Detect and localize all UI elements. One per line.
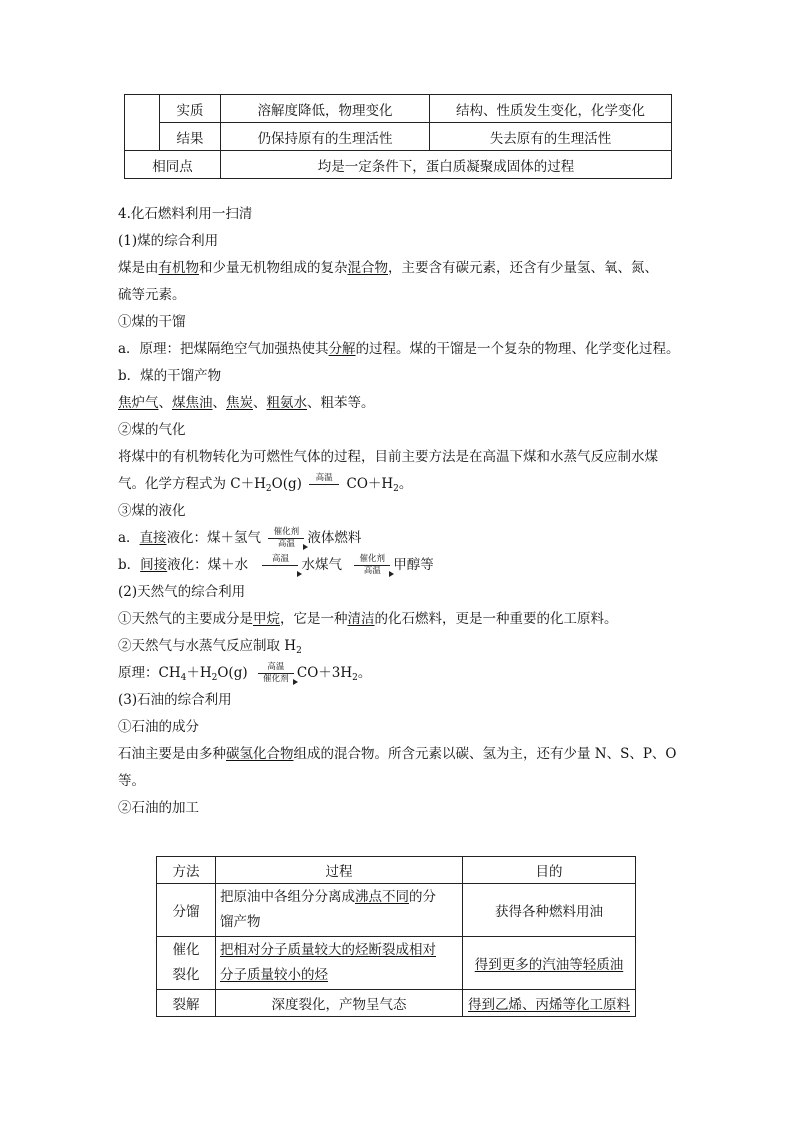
reaction-arrow: 催化剂 高温 xyxy=(354,555,390,576)
comparison-table xyxy=(124,94,672,179)
subheading: ①煤的干馏 xyxy=(118,314,186,330)
subheading: ①石油的成分 xyxy=(118,719,199,735)
table-header-row xyxy=(157,857,636,884)
table-header: 方法 xyxy=(157,857,216,884)
table-cell: 仍保持原有的生理活性 xyxy=(221,123,430,151)
subheading-petroleum: (3)石油的综合利用 xyxy=(118,692,232,708)
table-cell: 均是一定条件下，蛋白质凝聚成固体的过程 xyxy=(221,151,672,179)
section-fossil-fuels xyxy=(118,201,683,822)
paragraph: 石油主要是由多种碳氢化合物组成的混合物。所含元素以碳、氢为主，还有少量 N、S、P、O xyxy=(118,746,677,762)
table-cell: 相同点 xyxy=(125,151,221,179)
subheading: ③煤的液化 xyxy=(118,503,186,519)
table-cell: 分馏 xyxy=(157,884,216,937)
reaction-arrow: 高温 xyxy=(262,555,298,576)
table-cell: 裂解 xyxy=(157,990,216,1017)
paragraph: b．煤的干馏产物 xyxy=(118,368,222,384)
table-cell: 结构、性质发生变化，化学变化 xyxy=(430,95,672,123)
reaction-arrow: 催化剂 高温 xyxy=(268,528,304,549)
table-cell: 得到乙烯、丙烯等化工原料 xyxy=(463,990,636,1017)
table-row xyxy=(125,151,672,179)
subheading: ②煤的气化 xyxy=(118,422,186,438)
paragraph-cont: 硫等元素。 xyxy=(118,287,186,303)
equation-direct-liquefaction: a．直接液化：煤＋氢气 催化剂 高温 液体燃料 xyxy=(118,527,362,549)
products-list: 焦炉气、煤焦油、焦炭、粗氨水、粗苯等。 xyxy=(118,395,375,411)
subheading-natural-gas: (2)天然气的综合利用 xyxy=(118,584,246,600)
table-cell-blank xyxy=(125,95,160,151)
paragraph: a．原理：把煤隔绝空气加强热使其分解的过程。煤的干馏是一个复杂的物理、化学变化过程。 xyxy=(118,341,680,357)
table-row xyxy=(125,95,672,123)
table-cell: 深度裂化，产物呈气态 xyxy=(216,990,463,1017)
reaction-condition: 高温 xyxy=(309,474,339,495)
section-title: 4.化石燃料利用一扫清 xyxy=(118,206,253,222)
table-cell: 得到更多的汽油等轻质油 xyxy=(463,937,636,990)
paragraph: 煤是由有机物和少量无机物组成的复杂混合物，主要含有碳元素，还含有少量氢、氧、氮、 xyxy=(118,260,658,276)
table-row xyxy=(157,884,636,937)
subheading: ②石油的加工 xyxy=(118,800,199,816)
equation-indirect-liquefaction: b．间接液化：煤＋水 高温 水煤气 催化剂 高温 甲醇等 xyxy=(118,554,434,576)
paragraph-cont: 等。 xyxy=(118,773,145,789)
table-cell: 失去原有的生理活性 xyxy=(430,123,672,151)
table-header: 过程 xyxy=(216,857,463,884)
subheading-coal: (1)煤的综合利用 xyxy=(118,233,219,249)
reaction-arrow: 高温 催化剂 xyxy=(258,663,294,684)
paragraph: ②天然气与水蒸气反应制取 $H_2$ xyxy=(118,638,302,656)
table-cell: 把原油中各组分分离成沸点不同的分 馏产物 xyxy=(216,884,463,937)
table-header: 目的 xyxy=(463,857,636,884)
table-row xyxy=(157,990,636,1017)
equation-gasification: 气。化学方程式为 $C+H_2O(g)$ 高温 $CO+H_2$。 xyxy=(118,473,413,494)
table-cell: 获得各种燃料用油 xyxy=(463,884,636,937)
equation-methane-reforming: 原理：$CH_4+H_2O(g)$ 高温 催化剂 $CO+3H_2$。 xyxy=(118,662,372,684)
table-cell: 结果 xyxy=(160,123,221,151)
table-row xyxy=(157,937,636,990)
table-row xyxy=(125,123,672,151)
petroleum-processing-table xyxy=(156,856,636,1017)
table-cell: 把相对分子质量较大的烃断裂成相对 分子质量较小的烃 xyxy=(216,937,463,990)
table-cell: 溶解度降低，物理变化 xyxy=(221,95,430,123)
paragraph: 将煤中的有机物转化为可燃性气体的过程，目前主要方法是在高温下煤和水蒸气反应制水煤 xyxy=(118,449,658,465)
table-cell: 催化 裂化 xyxy=(157,937,216,990)
table-cell: 实质 xyxy=(160,95,221,123)
paragraph: ①天然气的主要成分是甲烷，它是一种清洁的化石燃料，更是一种重要的化工原料。 xyxy=(118,611,618,627)
